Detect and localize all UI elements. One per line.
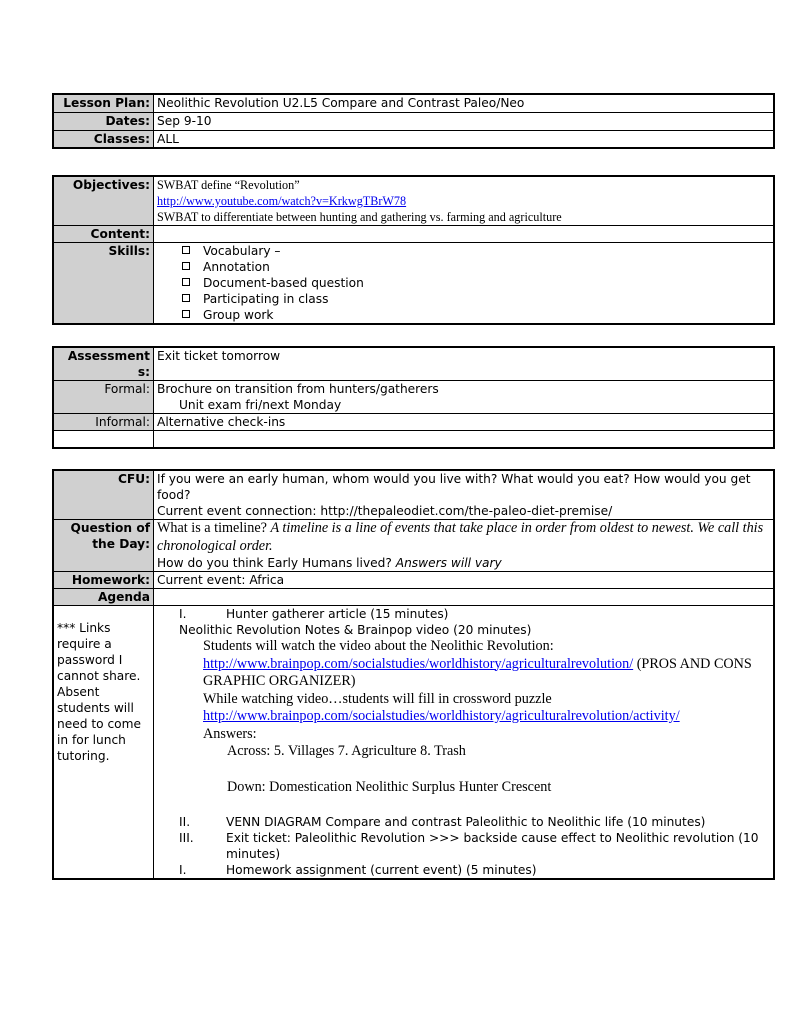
empty-cell — [154, 431, 775, 448]
agenda-item-number: I. — [179, 863, 187, 877]
answers-label: Answers: — [203, 725, 257, 742]
lesson-plan-value: Neolithic Revolution U2.L5 Compare and Contrast Paleo/Neo — [154, 94, 775, 112]
qotd-answer-1: A timeline is a line of events that take place in order from oldest to newest. We call this chronological order. — [157, 520, 764, 554]
dates-value: Sep 9-10 — [154, 112, 775, 130]
agenda-item-text: Homework assignment (current event) (5 minutes) — [226, 863, 537, 877]
objective-video-link[interactable]: http://www.youtube.com/watch?v=KrkwgTBrW78 — [157, 194, 407, 208]
informal-value: Alternative check-ins — [154, 414, 775, 431]
qotd-answer-2: Answers will vary — [395, 556, 502, 570]
checkbox-icon — [182, 294, 190, 302]
agenda-content — [154, 606, 775, 880]
agenda-item-2: Neolithic Revolution Notes & Brainpop video (20 minutes) — [179, 623, 532, 637]
skill-item — [182, 259, 770, 275]
empty-cell — [53, 431, 154, 448]
cfu-value — [154, 470, 775, 520]
skill-label: Participating in class — [203, 292, 329, 306]
checkbox-icon — [182, 278, 190, 286]
skill-item — [182, 307, 770, 323]
side-note-text: *** Links require a password I cannot share. Absent students will need to come in for lunch tutoring. — [57, 621, 141, 763]
agenda-label: Agenda — [53, 589, 154, 606]
header-table — [52, 93, 775, 149]
assessments-value: Exit ticket tomorrow — [154, 347, 775, 381]
assessments-label-line1: Assessment — [67, 349, 150, 363]
content-label: Content: — [53, 226, 154, 243]
skills-value — [154, 243, 775, 325]
informal-label: Informal: — [53, 414, 154, 431]
skill-label: Vocabulary – — [203, 244, 281, 258]
agenda-item-text: VENN DIAGRAM Compare and contrast Paleolithic to Neolithic life (10 minutes) — [226, 815, 706, 829]
qotd-question-2: How do you think Early Humans lived? — [157, 556, 392, 570]
checkbox-icon — [182, 262, 190, 270]
agenda-item-3 — [179, 814, 770, 830]
cfu-current-event: Current event connection: http://thepaleodiet.com/the-paleo-diet-premise/ — [157, 504, 613, 518]
agenda-item-text: Exit ticket: Paleolithic Revolution >>> backside cause effect to Neolithic revolution (10 minutes) — [226, 831, 759, 861]
agenda-item-2-details — [179, 638, 770, 814]
dates-label: Dates: — [53, 112, 154, 130]
agenda-side-note — [53, 606, 154, 880]
agenda-item-text: Hunter gatherer article (15 minutes) — [226, 607, 449, 621]
checkbox-icon — [182, 310, 190, 318]
qotd-value — [154, 520, 775, 572]
cfu-table — [52, 469, 775, 880]
skill-label: Document-based question — [203, 276, 364, 290]
skill-item — [182, 275, 770, 291]
content-value — [154, 226, 775, 243]
formal-line-1: Brochure on transition from hunters/gatherers — [157, 382, 439, 396]
cfu-label: CFU: — [53, 470, 154, 520]
skill-item — [182, 243, 770, 259]
skill-item — [182, 291, 770, 307]
agenda-header-cell — [154, 589, 775, 606]
agenda-item-1 — [179, 606, 770, 622]
graphic-organizer-note: (PROS AND CONS GRAPHIC ORGANIZER) — [203, 655, 752, 689]
qotd-label — [53, 520, 154, 572]
answers-across: Across: 5. Villages 7. Agriculture 8. Trash — [227, 743, 466, 759]
classes-value: ALL — [154, 130, 775, 148]
objectives-value — [154, 176, 775, 226]
agenda-item-number: I. — [179, 607, 187, 621]
crossword-instructions: While watching video…students will fill in crossword puzzle — [203, 690, 552, 707]
skills-list — [157, 243, 770, 323]
classes-label: Classes: — [53, 130, 154, 148]
checkbox-icon — [182, 246, 190, 254]
video-instructions: Students will watch the video about the Neolithic Revolution: — [203, 638, 554, 654]
qotd-label-line2: the Day: — [92, 537, 150, 551]
qotd-label-line1: Question of — [70, 521, 150, 535]
qotd-question-1: What is a timeline? — [157, 520, 267, 536]
formal-label: Formal: — [53, 381, 154, 414]
skill-label: Annotation — [203, 260, 270, 274]
objectives-label: Objectives: — [53, 176, 154, 226]
agenda-item-4 — [179, 830, 770, 862]
agenda-item-number: III. — [179, 831, 194, 845]
agenda-item-5 — [179, 862, 770, 878]
objective-line-1: SWBAT define “Revolution” — [157, 178, 300, 192]
lesson-plan-label: Lesson Plan: — [53, 94, 154, 112]
objectives-table — [52, 175, 775, 325]
objective-line-2: SWBAT to differentiate between hunting and gathering vs. farming and agriculture — [157, 210, 562, 224]
homework-value: Current event: Africa — [154, 572, 775, 589]
assessments-label — [53, 347, 154, 381]
brainpop-activity-link[interactable]: http://www.brainpop.com/socialstudies/worldhistory/agriculturalrevolution/activity/ — [203, 708, 680, 724]
formal-value — [154, 381, 775, 414]
assessments-label-line2: s: — [137, 365, 150, 379]
answers-down: Down: Domestication Neolithic Surplus Hunter Crescent — [227, 778, 552, 795]
cfu-question: If you were an early human, whom would you live with? What would you eat? How would you get food? — [157, 472, 751, 502]
agenda-item-number: II. — [179, 815, 191, 829]
formal-line-2: Unit exam fri/next Monday — [179, 398, 342, 412]
assessments-table — [52, 346, 775, 449]
skill-label: Group work — [203, 308, 274, 322]
skills-label: Skills: — [53, 243, 154, 325]
brainpop-video-link[interactable]: http://www.brainpop.com/socialstudies/worldhistory/agriculturalrevolution/ — [203, 655, 634, 672]
homework-label: Homework: — [53, 572, 154, 589]
